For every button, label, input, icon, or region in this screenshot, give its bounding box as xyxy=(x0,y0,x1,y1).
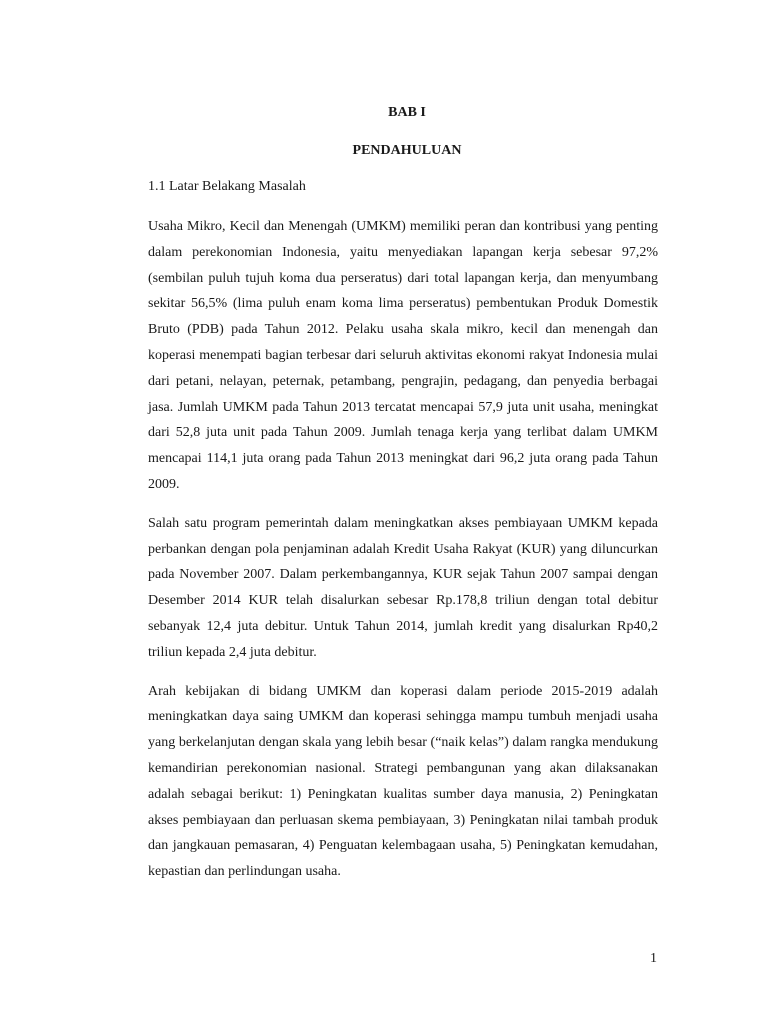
document-page xyxy=(148,104,658,898)
paragraph-kur-program: Salah satu program pemerintah dalam meningkatkan akses pembiayaan UMKM kepada perbankan dengan pola penjaminan adalah Kredit Usaha Rakyat (KUR) yang diluncurkan pada November 2007. Dalam perkembangannya, KUR sejak Tahun 2007 sampai dengan Desember 2014 KUR telah disalurkan sebesar Rp.178,8 triliun dengan total debitur sebanyak 12,4 juta debitur. Untuk Tahun 2014, jumlah kredit yang disalurkan Rp40,2 triliun kepada 2,4 juta debitur. xyxy=(148,515,658,660)
chapter-title: PENDAHULUAN xyxy=(352,143,462,158)
paragraph-umkm-role: Usaha Mikro, Kecil dan Menengah (UMKM) memiliki peran dan kontribusi yang penting dalam perekonomian Indonesia, yaitu menyediakan lapangan kerja sebesar 97,2% (sembilan puluh tujuh koma dua perseratus) dari total lapangan kerja, dan menyumbang sekitar 56,5% (lima puluh enam koma lima perseratus) pembentukan Produk Domestik Bruto (PDB) pada Tahun 2012. Pelaku usaha skala mikro, kecil dan menengah dan koperasi menempati bagian terbesar dari seluruh aktivitas ekonomi rakyat Indonesia mulai dari petani, nelayan, peternak, petambang, pengrajin, pedagang, dan penyedia berbagai jasa. Jumlah UMKM pada Tahun 2013 tercatat mencapai 57,9 juta unit usaha, meningkat dari 52,8 juta unit pada Tahun 2009. Jumlah tenaga kerja yang terlibat dalam UMKM mencapai 114,1 juta orang pada Tahun 2013 meningkat dari 96,2 juta orang pada Tahun 2009. xyxy=(148,219,658,492)
paragraph-policy-direction: Arah kebijakan di bidang UMKM dan koperasi dalam periode 2015-2019 adalah meningkatkan daya saing UMKM dan koperasi sehingga mampu tumbuh menjadi usaha yang berkelanjutan dengan skala yang lebih besar (“naik kelas”) dalam rangka mendukung kemandirian perekonomian nasional. Strategi pembangunan yang akan dilaksanakan adalah sebagai berikut: 1) Peningkatan kualitas sumber daya manusia, 2) Peningkatan akses pembiayaan dan perluasan skema pembiayaan, 3) Peningkatan nilai tambah produk dan jangkauan pemasaran, 4) Penguatan kelembagaan usaha, 5) Peningkatan kemudahan, kepastian dan perlindungan usaha. xyxy=(148,683,658,880)
chapter-label: BAB I xyxy=(388,105,426,120)
section-heading: 1.1 Latar Belakang Masalah xyxy=(148,179,306,194)
page-number: 1 xyxy=(650,951,657,966)
